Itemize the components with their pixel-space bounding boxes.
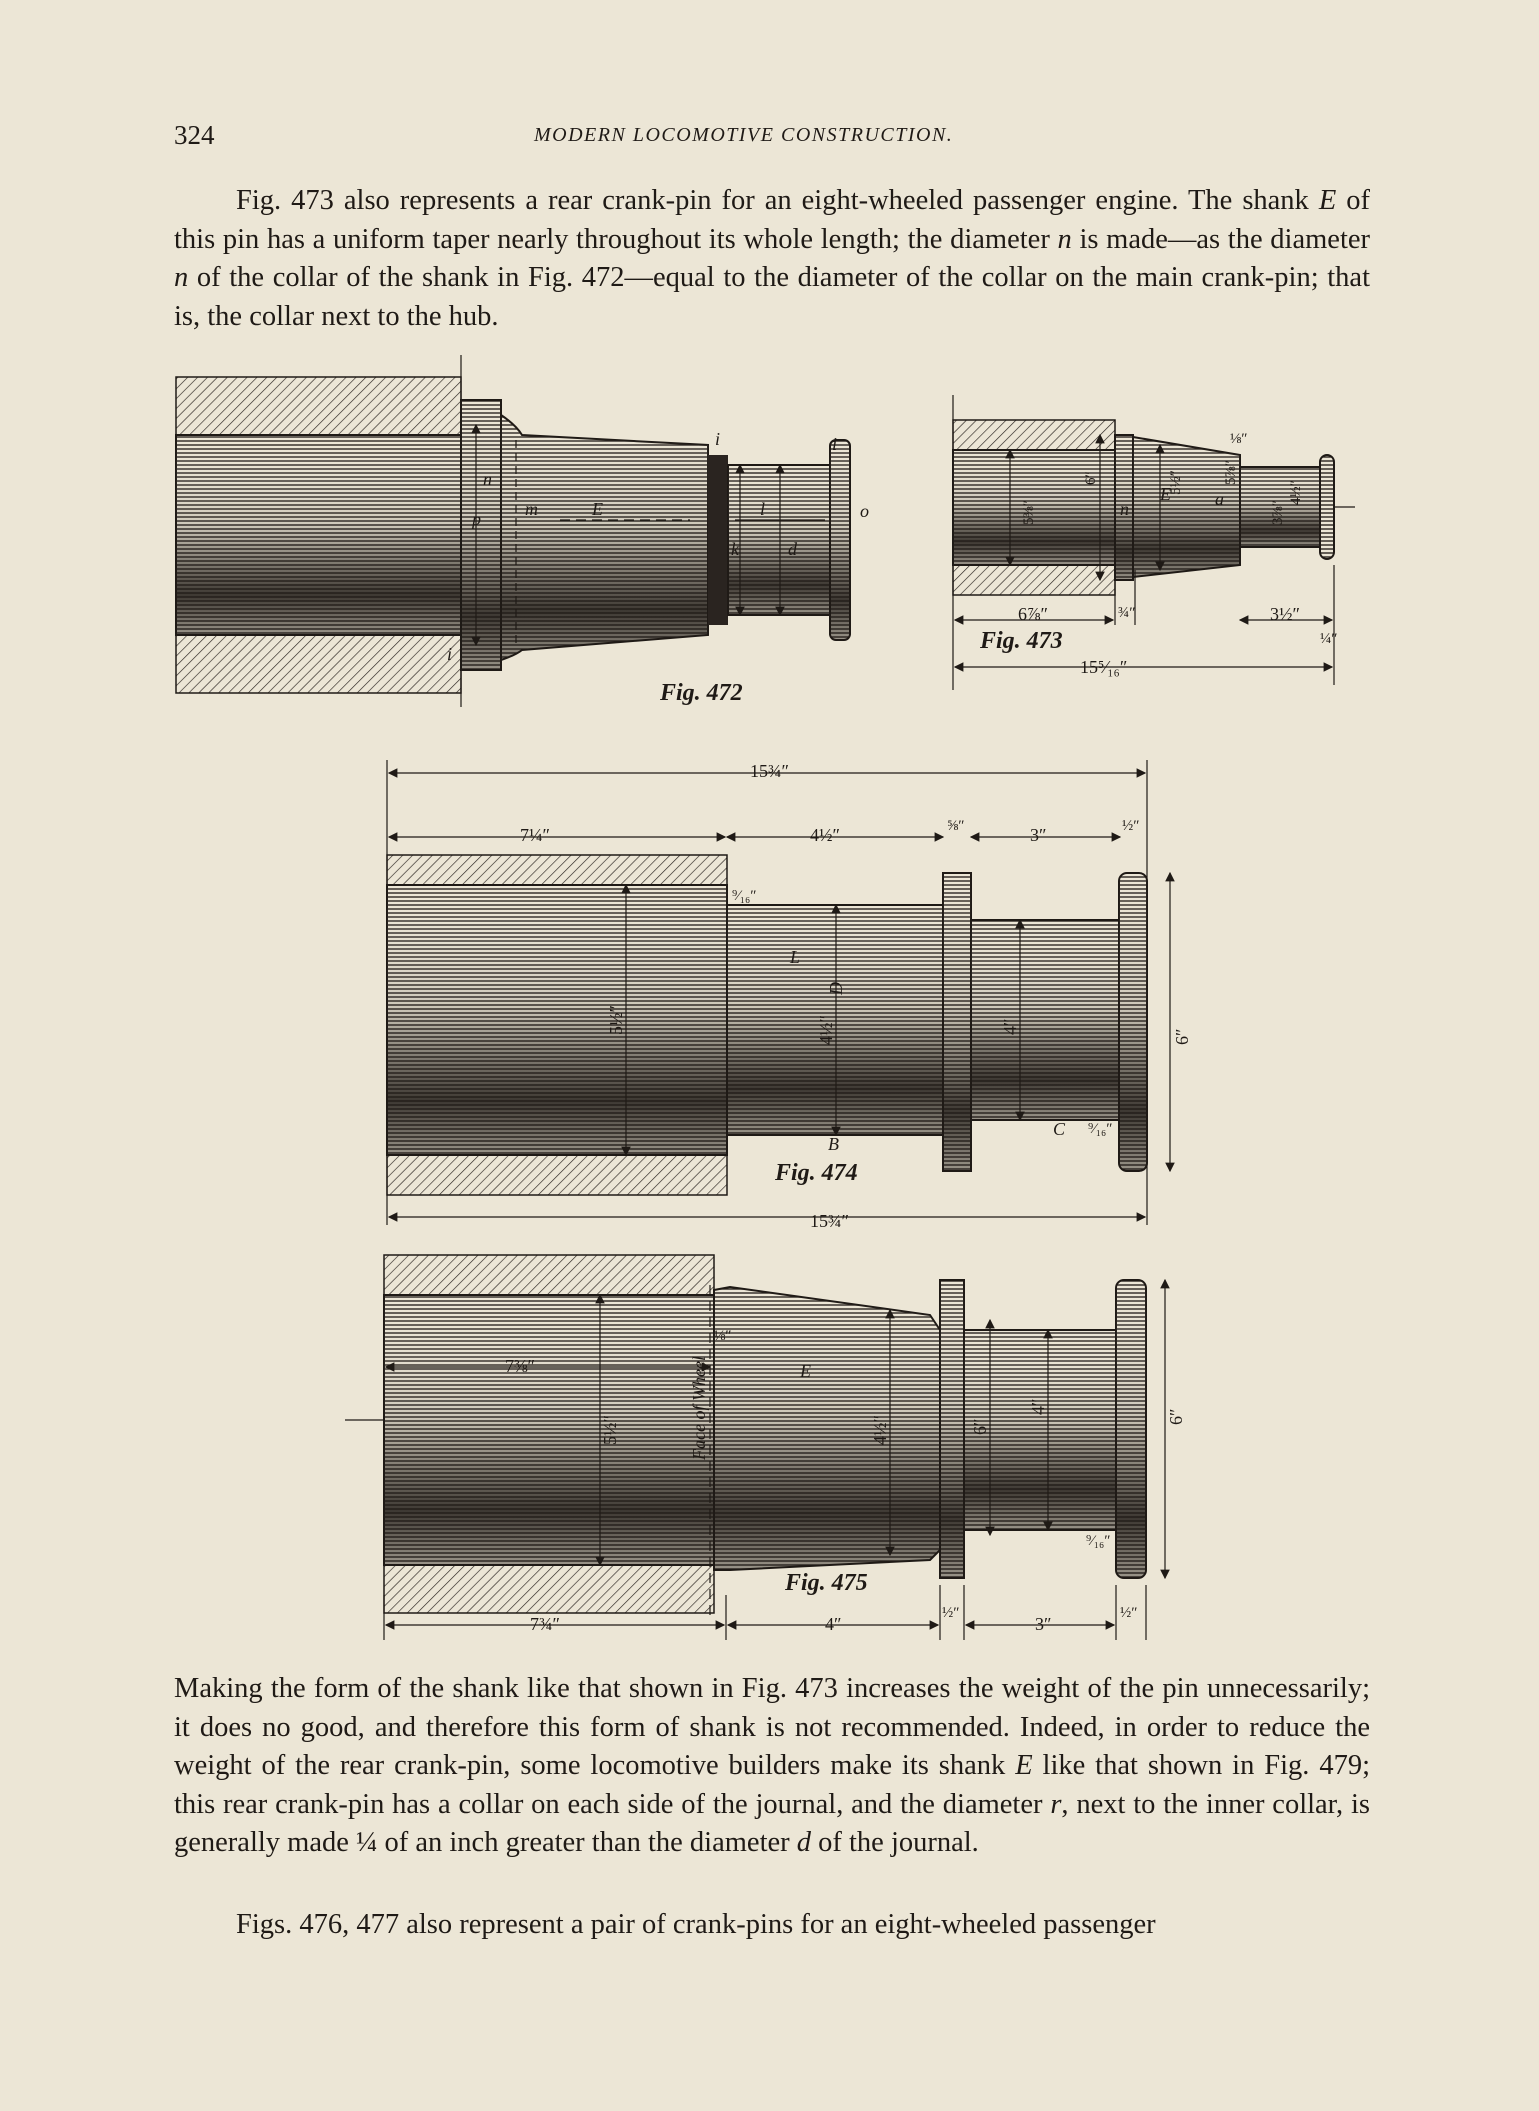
fig-475-drawing xyxy=(345,1255,1165,1640)
fig-472-drawing xyxy=(176,355,850,707)
variable: n xyxy=(174,262,189,293)
text-run: is made—as the diameter xyxy=(1071,223,1371,255)
fig473-dia-2: 6″ xyxy=(1083,471,1099,485)
fig473-dim-total: 15⁵⁄₁₆″ xyxy=(1080,657,1128,677)
fig475-dia-4: 4″ xyxy=(1028,1398,1048,1415)
fig474-letter-c: C xyxy=(1053,1119,1066,1139)
fig472-letter-o: o xyxy=(860,501,869,521)
text-run: Making the form of the shank like that shown in Fig. 473 increases the weight of the pin unnecessarily; it does no good, and therefore this form of shank is not recommended. Indeed, in order to reduce the weight of the rear crank-pin, some locomotive builders make its shank xyxy=(174,1673,1370,1781)
variable: E xyxy=(1015,1750,1033,1781)
fig475-dim-4: 4″ xyxy=(825,1614,842,1634)
fig474-dim-7: ⁹⁄₁₆″ xyxy=(1088,1121,1113,1137)
text-run: , next to the inner collar, is generally made ¼ of an inch greater than the diameter xyxy=(174,1788,1370,1858)
text-run: of the journal. xyxy=(811,1827,979,1858)
fig475-dim-6: 3″ xyxy=(1035,1614,1052,1634)
variable: E xyxy=(1318,185,1337,216)
fig473-letter-e: E xyxy=(1160,484,1171,504)
fig473-letter-n: n xyxy=(1120,499,1129,519)
technical-drawings xyxy=(160,355,1380,1645)
fig473-letter-a: a xyxy=(1215,489,1224,509)
fig472-letter-n: n xyxy=(483,469,492,489)
text-run: of this pin has a uniform taper nearly throughout its whole length; the diameter xyxy=(174,185,1370,255)
fig475-face-of-wheel: Face of Wheel xyxy=(689,1356,709,1460)
variable: n xyxy=(1057,223,1072,255)
fig473-dia-5: 3⅞″ xyxy=(1270,500,1286,525)
fig474-dim-total: 15¾″ xyxy=(750,761,789,781)
paragraph-1 xyxy=(174,182,1370,336)
fig473-dia-3: 5⅞″ xyxy=(1223,460,1239,485)
figures-area xyxy=(160,355,1380,1645)
fig474-dim-5: ½″ xyxy=(1122,818,1140,834)
fig473-label: Fig. 473 xyxy=(980,628,1063,654)
fig472-letter-m: m xyxy=(525,499,538,519)
fig475-dia-3: 6″ xyxy=(970,1418,990,1435)
fig474-dim-1: 7¼″ xyxy=(520,825,550,845)
text-run: Fig. 473 also represents a rear crank-pin for an eight-wheeled passenger engine. The shank xyxy=(236,185,1319,216)
paragraph-2 xyxy=(174,1670,1370,1863)
fig474-letter-b: B xyxy=(828,1134,839,1154)
fig473-dim-top: ⅛″ xyxy=(1230,431,1248,447)
fig474-dia-1: 5½″ xyxy=(606,1005,626,1035)
fig475-dim-1: 7¾″ xyxy=(530,1614,560,1634)
text-run: like that shown in Fig. 479; this rear crank-pin has a collar on each side of the journal, and the diameter xyxy=(174,1750,1370,1820)
fig474-dim-6: ⁹⁄₁₆″ xyxy=(732,888,757,904)
fig475-letter-e: E xyxy=(800,1361,811,1381)
fig474-dia-2: 4½″ xyxy=(816,1015,836,1045)
fig475-dia-5: 6″ xyxy=(1166,1408,1186,1425)
fig474-letter-l: L xyxy=(790,947,801,967)
fig472-letter-i-top: i xyxy=(715,429,721,449)
fig473-dia-6: 4½″ xyxy=(1288,480,1304,505)
paragraph-3: Figs. 476, 477 also represent a pair of crank-pins for an eight-wheeled passenger xyxy=(236,1909,1156,1940)
fig473-dim-2: ¾″ xyxy=(1118,605,1136,621)
fig472-letter-p: p xyxy=(472,509,481,529)
fig475-label: Fig. 475 xyxy=(785,1570,868,1596)
fig472-letter-i-right: i xyxy=(832,434,838,454)
variable: d xyxy=(796,1827,812,1858)
text-run: of the collar of the shank in Fig. 472—equal to the diameter of the collar on the main crank-pin; that is, the collar next to the hub. xyxy=(174,262,1370,332)
fig475-dia-1: 5½″ xyxy=(600,1415,620,1445)
fig472-label: Fig. 472 xyxy=(660,680,743,706)
fig472-letter-k: k xyxy=(731,539,739,559)
fig475-dim-total: 15¾″ xyxy=(810,1211,849,1231)
fig475-dia-2: 4½″ xyxy=(870,1415,890,1445)
variable: r xyxy=(1050,1788,1062,1820)
fig472-letter-d: d xyxy=(788,539,797,559)
page-number: 324 xyxy=(174,120,215,150)
fig474-dim-2: 4½″ xyxy=(810,825,840,845)
fig472-letter-l: l xyxy=(760,499,766,519)
fig474-label: Fig. 474 xyxy=(775,1160,858,1186)
fig473-dim-3: 3½″ xyxy=(1270,604,1300,624)
fig475-dim-7: ½″ xyxy=(1120,1605,1138,1621)
fig474-dia-4: 6″ xyxy=(1172,1028,1192,1045)
fig475-dim-8: ⁹⁄₁₆″ xyxy=(1086,1533,1111,1549)
fig475-dim-2: ⅛″ xyxy=(714,1328,732,1344)
fig472-letter-i-bottom: i xyxy=(447,644,453,664)
fig473-dim-4: ¼″ xyxy=(1320,631,1338,647)
fig475-dim-3: 7⅜″ xyxy=(505,1356,535,1376)
fig474-dia-3: 4″ xyxy=(1000,1018,1020,1035)
fig474-dim-3: ⅝″ xyxy=(947,818,965,834)
page-header xyxy=(174,120,1364,160)
fig473-dia-4: 5½″ xyxy=(1168,470,1184,495)
running-title: MODERN LOCOMOTIVE CONSTRUCTION. xyxy=(534,124,954,146)
fig473-dim-1: 6⅞″ xyxy=(1018,604,1048,624)
fig472-letter-e: E xyxy=(592,499,603,519)
fig475-dim-5: ½″ xyxy=(942,1605,960,1621)
fig474-dim-4: 3″ xyxy=(1030,825,1047,845)
fig474-letter-d: D xyxy=(826,982,846,995)
fig473-dia-1: 5⅜″ xyxy=(1021,500,1037,525)
fig-474-drawing xyxy=(387,760,1170,1225)
